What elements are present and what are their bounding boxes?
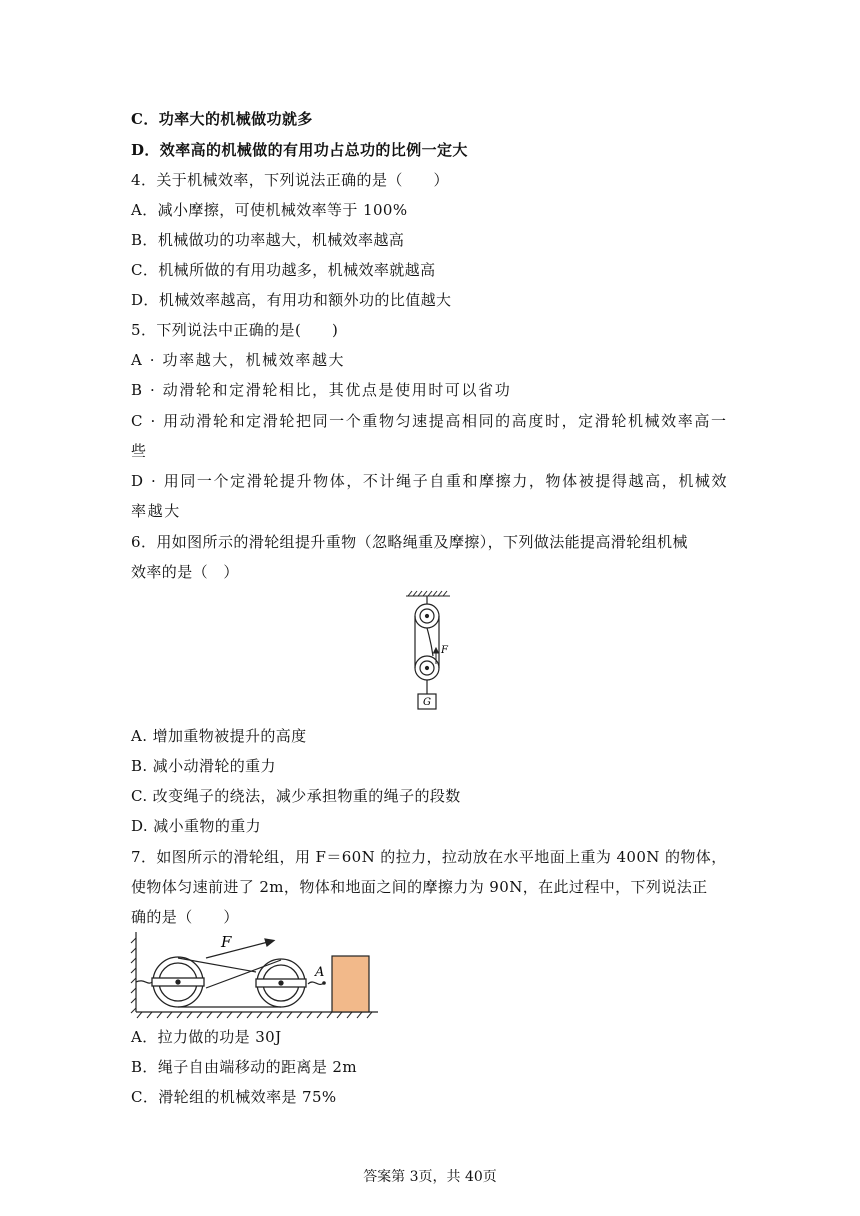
option-6d: D. 减小重物的重力 (131, 817, 262, 835)
option-7b: B．绳子自由端移动的距离是 2m (131, 1058, 357, 1076)
option-5b: B · 动滑轮和定滑轮相比，其优点是使用时可以省功 (131, 381, 512, 399)
option-6a: A. 增加重物被提升的高度 (131, 727, 307, 745)
option-5c: C · 用动滑轮和定滑轮把同一个重物匀速提高相同的高度时，定滑轮机械效率高一 (131, 412, 728, 430)
movable-pulley (415, 656, 439, 680)
option-6c: C. 改变绳子的绕法，减少承担物重的绳子的段数 (131, 787, 461, 805)
question-7-cont1: 使物体匀速前进了 2m，物体和地面之间的摩擦力为 90N，在此过程中，下列说法正 (131, 878, 708, 896)
question-6: 6．用如图所示的滑轮组提升重物（忽略绳重及摩擦），下列做法能提高滑轮组机械 (131, 533, 688, 551)
option-5d: D · 用同一个定滑轮提升物体，不计绳子自重和摩擦力，物体被提得越高，机械效 (131, 472, 729, 490)
option-3d: D．效率高的机械做的有用功占总功的比例一定大 (131, 141, 468, 159)
option-5d-cont: 率越大 (131, 502, 181, 520)
question-7-cont2: 确的是（ ） (131, 908, 239, 926)
force-arrow (206, 939, 274, 958)
option-3c: C．功率大的机械做功就多 (131, 110, 313, 128)
option-4b: B．机械做功的功率越大，机械效率越高 (131, 231, 405, 249)
option-5a: A · 功率越大，机械效率越大 (131, 351, 346, 369)
horizontal-pulley-figure (128, 928, 384, 1020)
pulley-system-figure (400, 590, 460, 715)
option-4c: C．机械所做的有用功越多，机械效率就越高 (131, 261, 436, 279)
question-4: 4．关于机械效率，下列说法正确的是（ ） (131, 171, 449, 189)
question-7: 7．如图所示的滑轮组，用 F＝60N 的拉力，拉动放在水平地面上重为 400N 的物体， (131, 848, 727, 866)
option-7a: A．拉力做的功是 30J (131, 1028, 282, 1046)
option-4a: A．减小摩擦，可使机械效率等于 100% (131, 201, 408, 219)
ground-hatch (137, 1012, 372, 1018)
page-footer: 答案第 3页，共 40页 (363, 1169, 497, 1185)
question-5: 5．下列说法中正确的是( ) (131, 321, 339, 339)
point-label: A (315, 965, 325, 980)
wall-hatch (131, 938, 136, 1013)
fixed-pulley (152, 957, 204, 1007)
ceiling-hatch (406, 591, 450, 596)
weight-label: G (423, 697, 431, 708)
option-5c-cont: 些 (131, 442, 148, 460)
object-block (332, 956, 369, 1012)
question-6-cont: 效率的是（ ） (131, 563, 239, 581)
point-a-marker (322, 981, 326, 985)
option-7c: C．滑轮组的机械效率是 75% (131, 1088, 337, 1106)
force-label: F (221, 933, 232, 951)
fixed-pulley (415, 604, 439, 628)
option-6b: B. 减小动滑轮的重力 (131, 757, 276, 775)
option-4d: D．机械效率越高，有用功和额外功的比值越大 (131, 291, 452, 309)
force-label: F (441, 645, 448, 656)
movable-pulley (256, 959, 306, 1007)
